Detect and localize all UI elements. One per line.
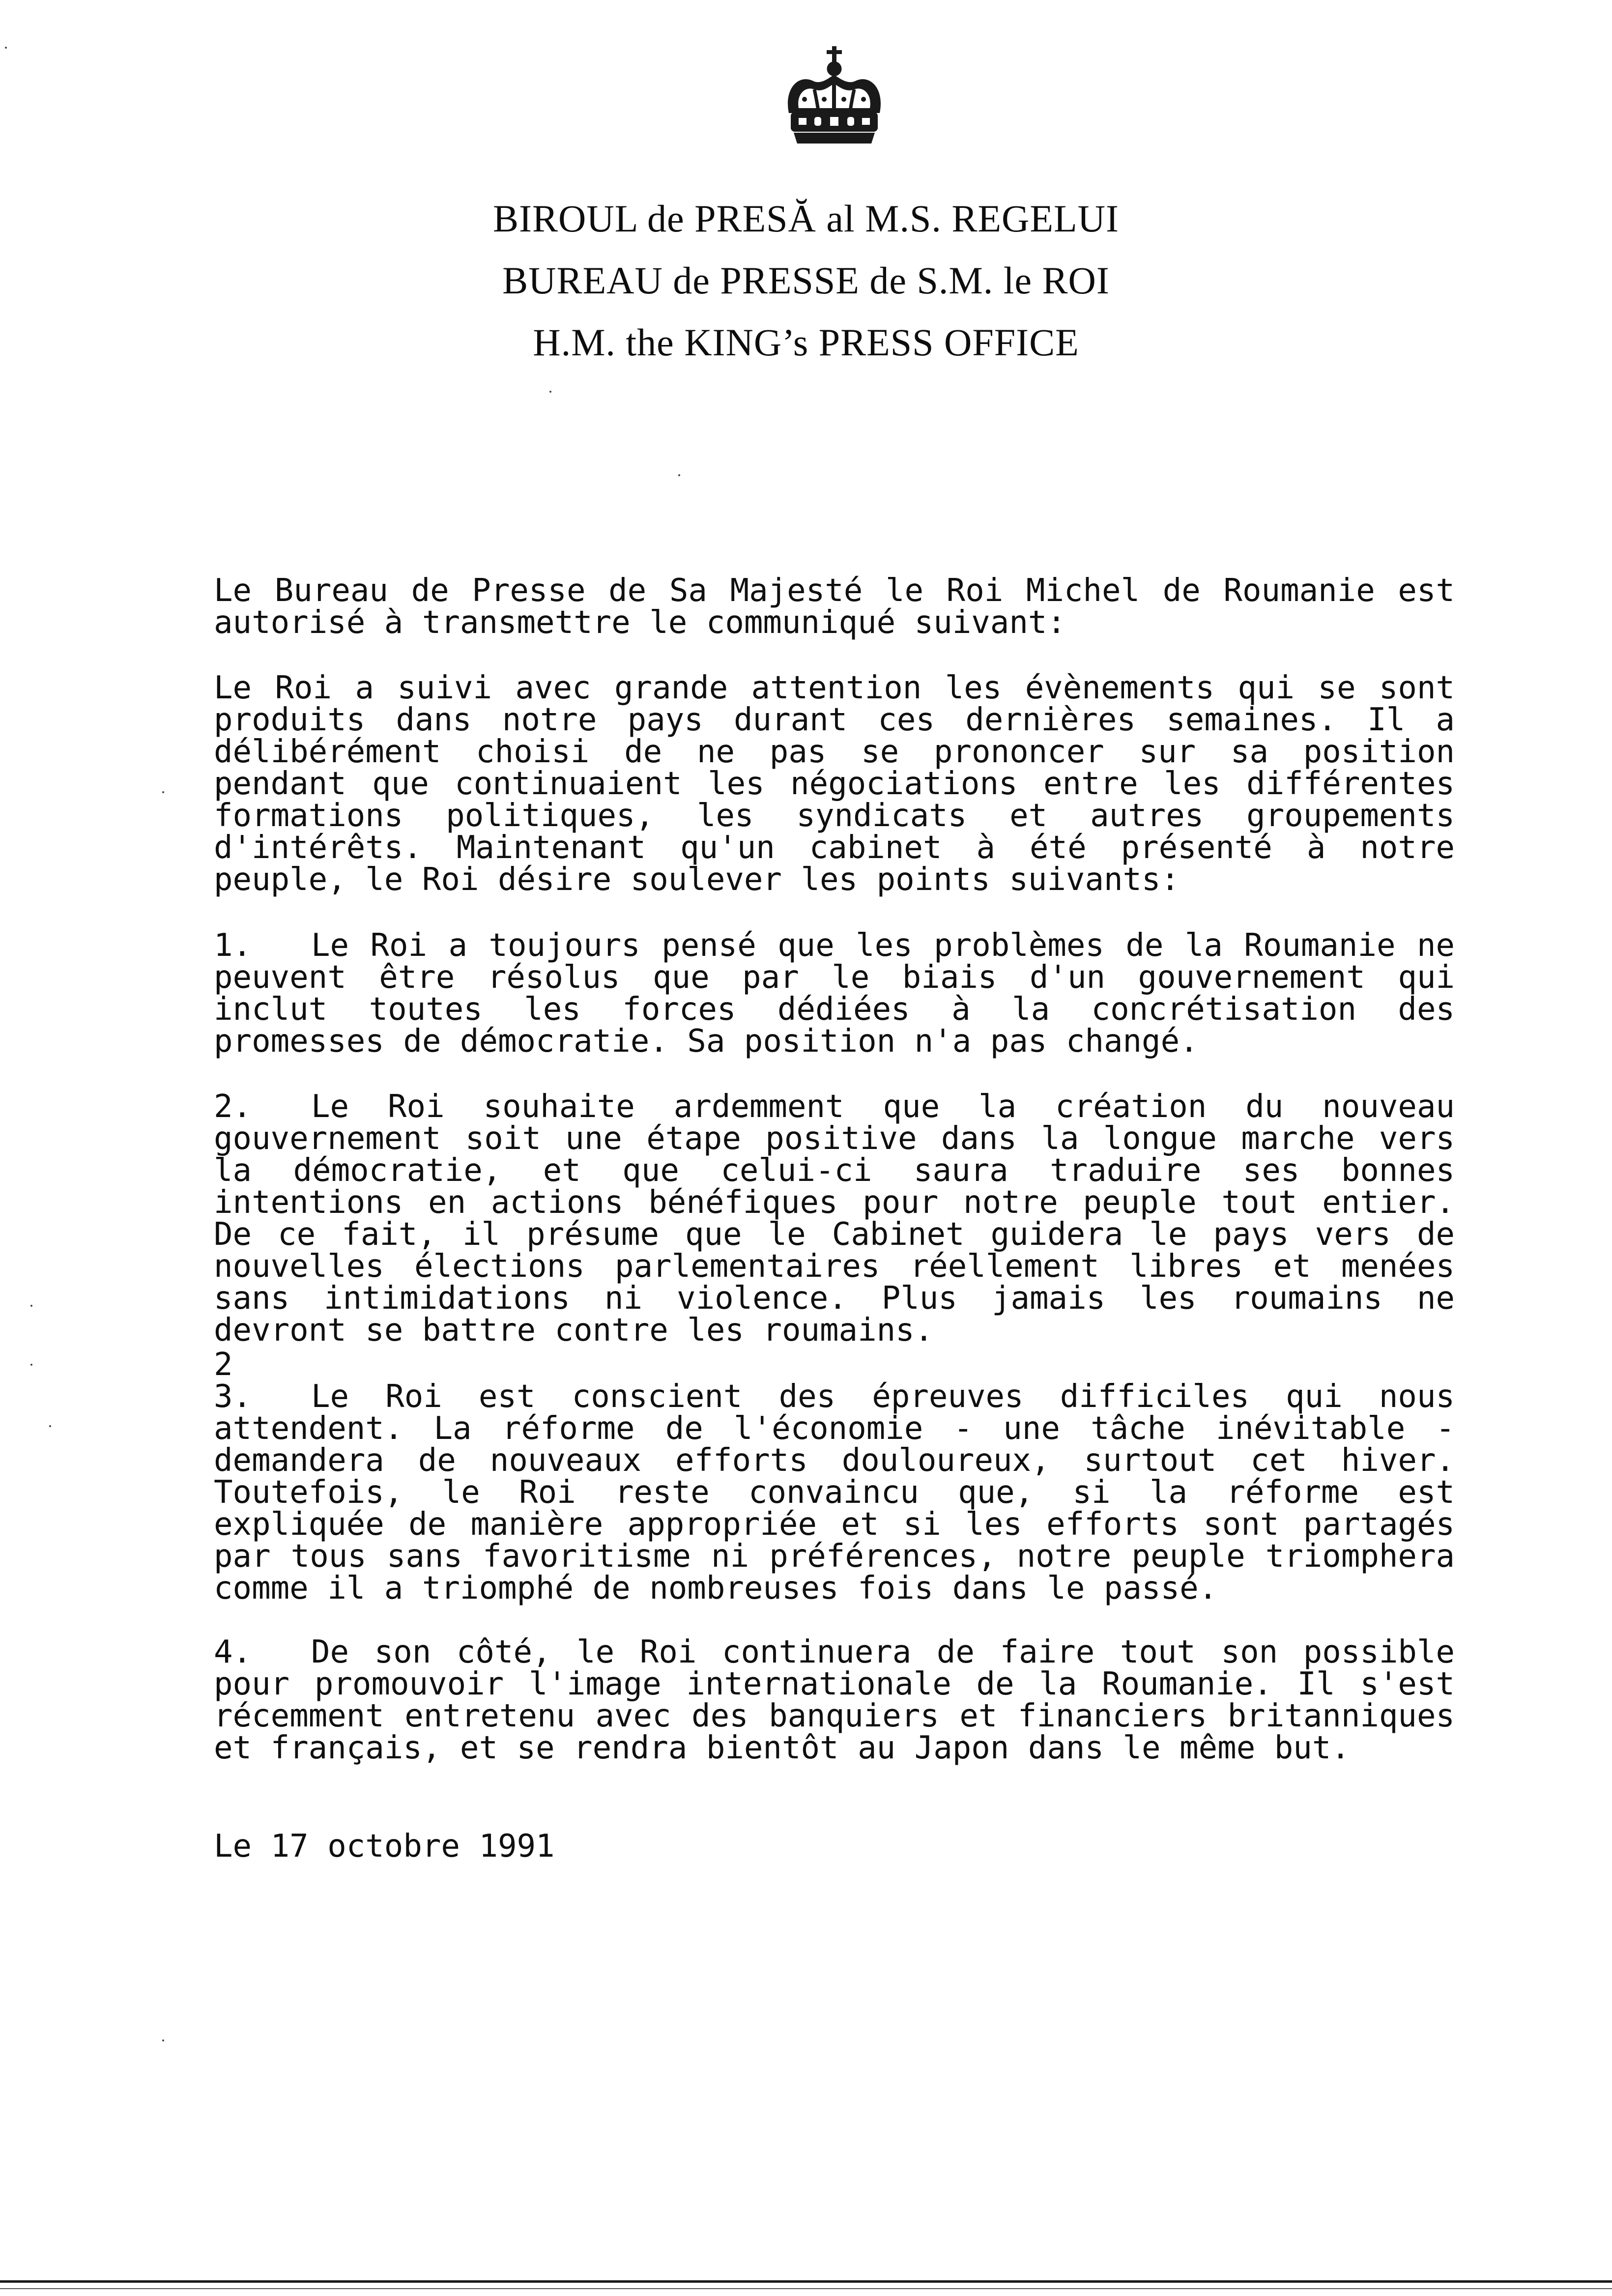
preamble-paragraph: Le Roi a suivi avec grande attention les évènements qui se sont produits dans notre pays durant ces dernières semaines. Il a délibérément choisi de ne pas se prononcer sur sa position pendant que continuaient les négociations entre les différentes formations politiques, les syndicats et autres groupements d'intérêts. Maintenant qu'un cabinet à été présenté à notre peuple, le Roi désire soulever les points suivants: (214, 670, 1455, 898)
crown-icon (779, 44, 890, 150)
letterhead-romanian: BIROUL de PRESĂ al M.S. REGELUI (493, 197, 1119, 240)
scan-speck (5, 47, 7, 49)
point-text: Le Roi est conscient des épreuves difficiles qui nous attendent. La réforme de l'économie - une tâche inévitable - demandera de nouveaux efforts douloureux, surtout cet hiver. Toutefois, le Roi reste convaincu que, si la réforme est expliquée de manière appropriée et si les efforts sont partagés par tous sans favoritisme ni préférences, notre peuple triomphera comme il a triomphé de nombreuses fois dans le passé. (214, 1378, 1455, 1607)
point-text: Le Roi a toujours pensé que les problèmes de la Roumanie ne peuvent être résolus que par le biais d'un gouvernement qui inclut toutes les forces dédiées à la concrétisation des promesses de démocratie. Sa position n'a pas changé. (214, 927, 1455, 1060)
point-text: De son côté, le Roi continuera de faire tout son possible pour promouvoir l'image internationale de la Roumanie. Il s'est récemment entretenu avec des banquiers et financiers britanniques et français, et se rendra bientôt au Japon dans le même but. (214, 1634, 1455, 1766)
point-number: 4. (214, 1634, 252, 1670)
point-2 (214, 1091, 1455, 1347)
point-1 (214, 927, 1455, 1060)
letterhead-french: BUREAU de PRESSE de S.M. le ROI (502, 259, 1110, 302)
page-marker: 2 (214, 1347, 233, 1383)
intro-paragraph: Le Bureau de Presse de Sa Majesté le Roi Michel de Roumanie est autorisé à transmettre le communiqué suivant: (214, 573, 1455, 641)
scan-speck (162, 2039, 164, 2041)
scan-speck (162, 791, 164, 793)
scan-speck (30, 1305, 32, 1307)
point-text: Le Roi souhaite ardemment que la création du nouveau gouvernement soit une étape positive dans la longue marche vers la démocratie, et que celui-ci saura traduire ses bonnes intentions en actions bénéfiques pour notre peuple tout entier. De ce fait, il présume que le Cabinet guidera le pays vers de nouvelles élections parlementaires réellement libres et menées sans intimidations ni violence. Plus jamais les roumains ne devront se battre contre les roumains. (214, 1089, 1455, 1349)
point-number: 1. (214, 927, 252, 964)
point-3 (214, 1378, 1455, 1607)
date-line: Le 17 octobre 1991 (214, 1828, 555, 1865)
letterhead-english: H.M. the KING’s PRESS OFFICE (533, 321, 1079, 364)
scan-speck (30, 1364, 32, 1366)
point-number: 2. (214, 1089, 252, 1125)
scan-speck (49, 1425, 51, 1427)
bottom-scan-edge-secondary (0, 2288, 1612, 2289)
bottom-scan-edge (0, 2280, 1612, 2283)
scan-speck (678, 474, 680, 476)
scan-speck (549, 391, 551, 393)
point-number: 3. (214, 1378, 252, 1415)
letterhead (0, 188, 1612, 373)
point-4 (214, 1636, 1455, 1764)
